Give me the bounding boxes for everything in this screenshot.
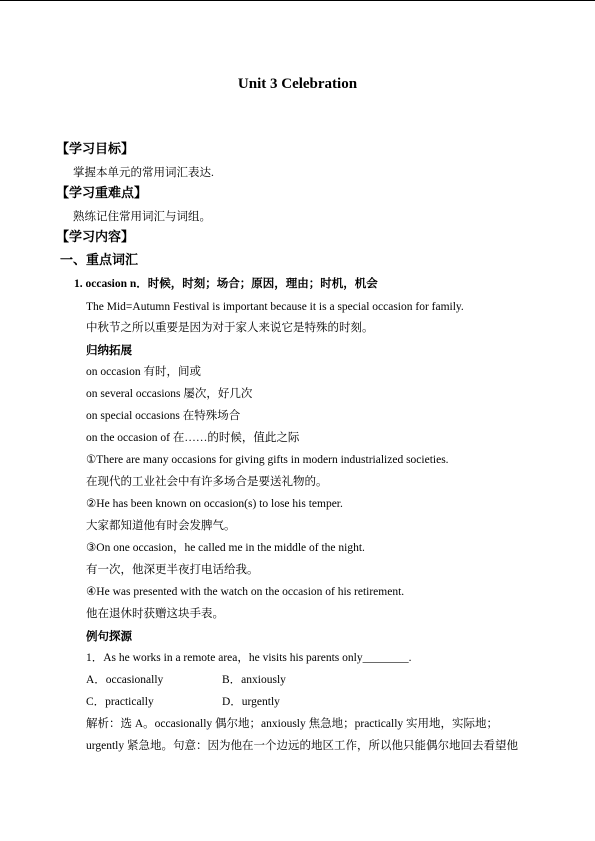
example-sentence: ④He was presented with the watch on the occasion of his retirement. [86, 586, 405, 598]
example-sentence: ②He has been known on occasion(s) to lose his temper. [86, 498, 343, 510]
key-heading: 【学习重难点】 [56, 186, 148, 201]
example-chinese: 中秋节之所以重要是因为对于家人来说它是特殊的时刻。 [86, 322, 374, 334]
phrase-item: on occasion 有时，间或 [86, 366, 201, 378]
analysis-line: urgently 紧急地。句意：因为他在一个边远的地区工作，所以他只能偶尔地回去看望他 [86, 740, 518, 752]
example-sentence: ③On one occasion，he called me in the middle of the night. [86, 542, 365, 554]
headword-entry: 1. occasion n．时候，时刻；场合；原因，理由；时机，机会 [74, 278, 378, 290]
goal-heading: 【学习目标】 [56, 142, 135, 157]
question-text: 1．As he works in a remote area，he visits his parents only________. [86, 652, 412, 664]
practice-heading: 例句探源 [86, 629, 132, 643]
phrase-item: on special occasions 在特殊场合 [86, 410, 241, 422]
content-heading: 【学习内容】 [56, 230, 135, 245]
expansion-heading: 归纳拓展 [86, 343, 132, 357]
goal-text: 掌握本单元的常用词汇表达. [73, 167, 214, 179]
example-english: The Mid=Autumn Festival is important because it is a special occasion for family. [86, 301, 464, 313]
option-d: D．urgently [222, 696, 280, 708]
option-c: C．practically [86, 696, 154, 708]
option-a: A．occasionally [86, 674, 164, 686]
example-translation: 在现代的工业社会中有许多场合是要送礼物的。 [86, 476, 328, 488]
key-text: 熟练记住常用词汇与词组。 [73, 211, 211, 223]
part1-heading: 一、重点词汇 [60, 253, 139, 268]
phrase-item: on several occasions 屡次，好几次 [86, 388, 253, 400]
page-title: Unit 3 Celebration [237, 76, 358, 92]
example-sentence: ①There are many occasions for giving gifts in modern industrialized societies. [86, 454, 449, 466]
phrase-item: on the occasion of 在……的时候，值此之际 [86, 432, 300, 444]
example-translation: 他在退休时获赠这块手表。 [86, 608, 224, 620]
analysis-line: 解析：选 A。occasionally 偶尔地；anxiously 焦急地；practically 实用地，实际地； [86, 718, 499, 730]
option-b: B．anxiously [222, 674, 286, 686]
example-translation: 有一次，他深更半夜打电话给我。 [86, 564, 259, 576]
example-translation: 大家都知道他有时会发脾气。 [86, 520, 236, 532]
top-border [0, 0, 595, 1]
